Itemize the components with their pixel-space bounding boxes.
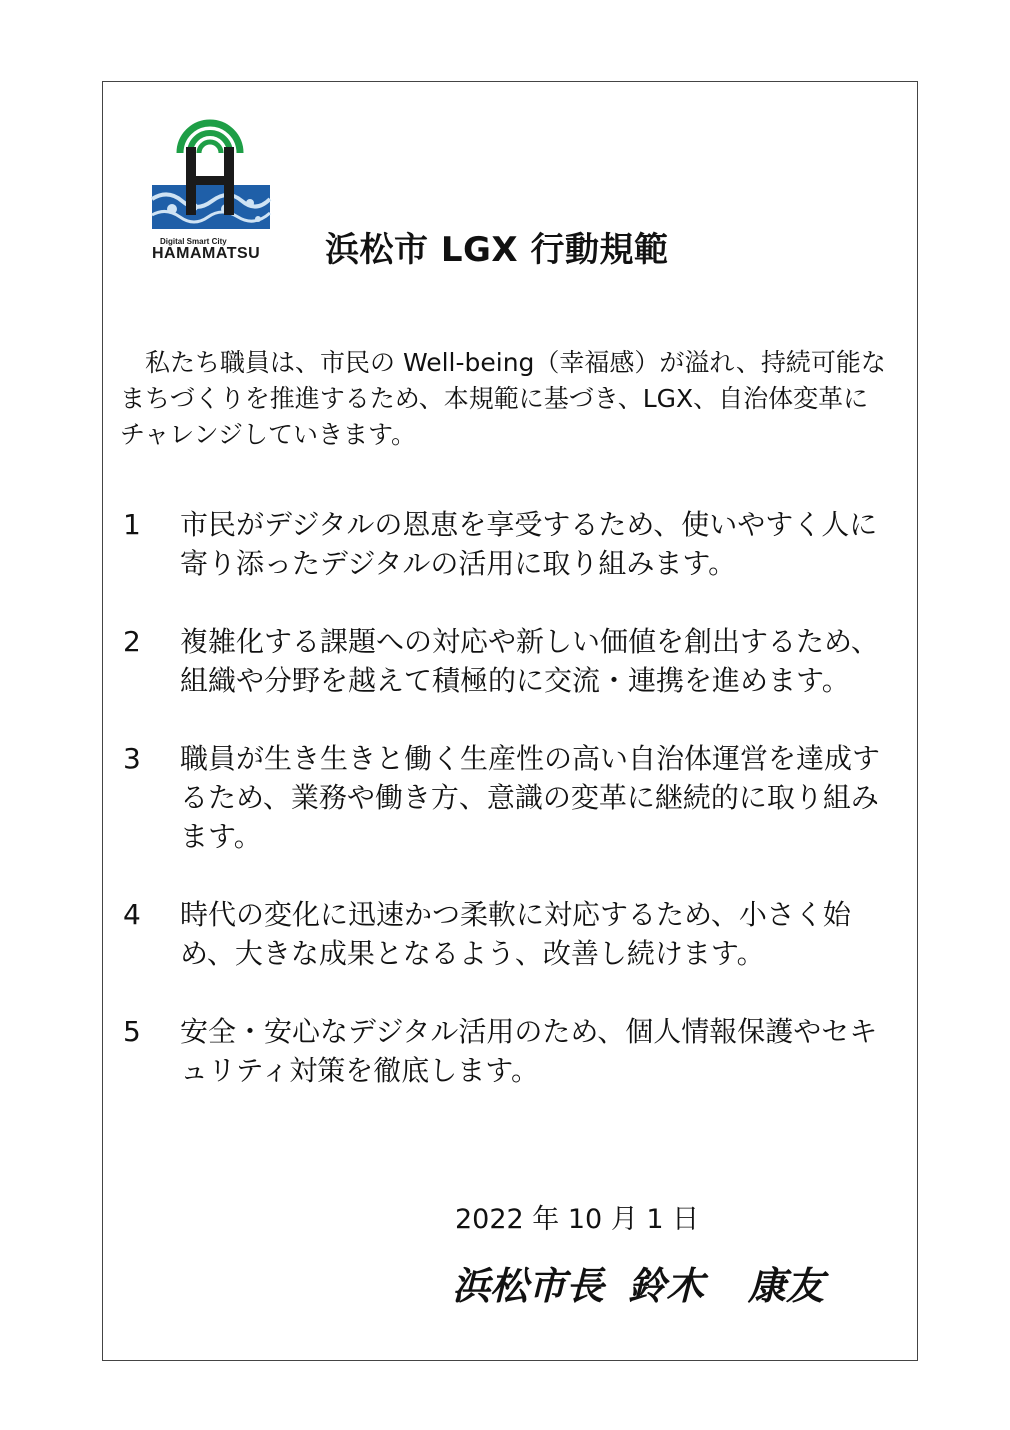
mayor-signature <box>452 1255 824 1310</box>
principles-list <box>120 505 890 1129</box>
hamamatsu-logo <box>150 115 272 265</box>
item-text: 職員が生き生きと働く生産性の高い自治体運営を達成するため、業務や働き方、意識の変革に継続的に取り組みます。 <box>180 742 881 853</box>
item-text: 安全・安心なデジタル活用のため、個人情報保護やセキュリティ対策を徹底します。 <box>180 1015 878 1087</box>
item-text: 時代の変化に迅速かつ柔軟に対応するため、小さく始め、大きな成果となるよう、改善し続けます。 <box>180 898 851 970</box>
document-date: 2022 年 10 月 1 日 <box>455 1204 700 1235</box>
list-item <box>120 895 890 973</box>
item-number: 1 <box>123 508 141 541</box>
intro-paragraph: 私たち職員は、市民の Well-being（幸福感）が溢れ、持続可能なまちづくりを推進するため、本規範に基づき、LGX、自治体変革にチャレンジしていきます。 <box>120 348 886 449</box>
logo-caption-big: HAMAMATSU <box>152 245 261 262</box>
signature-given-name: 康友 <box>748 1263 825 1308</box>
signature-surname: 鈴木 <box>628 1263 705 1308</box>
list-item <box>120 1012 890 1090</box>
list-item <box>120 505 890 583</box>
item-number: 4 <box>123 898 141 931</box>
item-number: 2 <box>123 625 141 658</box>
item-text: 市民がデジタルの恩恵を享受するため、使いやすく人に寄り添ったデジタルの活用に取り組みます。 <box>180 508 878 580</box>
logo-caption-small: Digital Smart City <box>160 237 227 246</box>
item-number: 5 <box>123 1015 141 1048</box>
document-title: 浜松市 LGX 行動規範 <box>325 230 669 270</box>
item-number: 3 <box>123 742 141 775</box>
list-item <box>120 622 890 700</box>
logo-emblem-icon <box>150 115 272 237</box>
signature-title: 浜松市長 <box>452 1263 605 1308</box>
list-item <box>120 739 890 856</box>
item-text: 複雑化する課題への対応や新しい価値を創出するため、組織や分野を越えて積極的に交流・連携を進めます。 <box>180 625 879 697</box>
